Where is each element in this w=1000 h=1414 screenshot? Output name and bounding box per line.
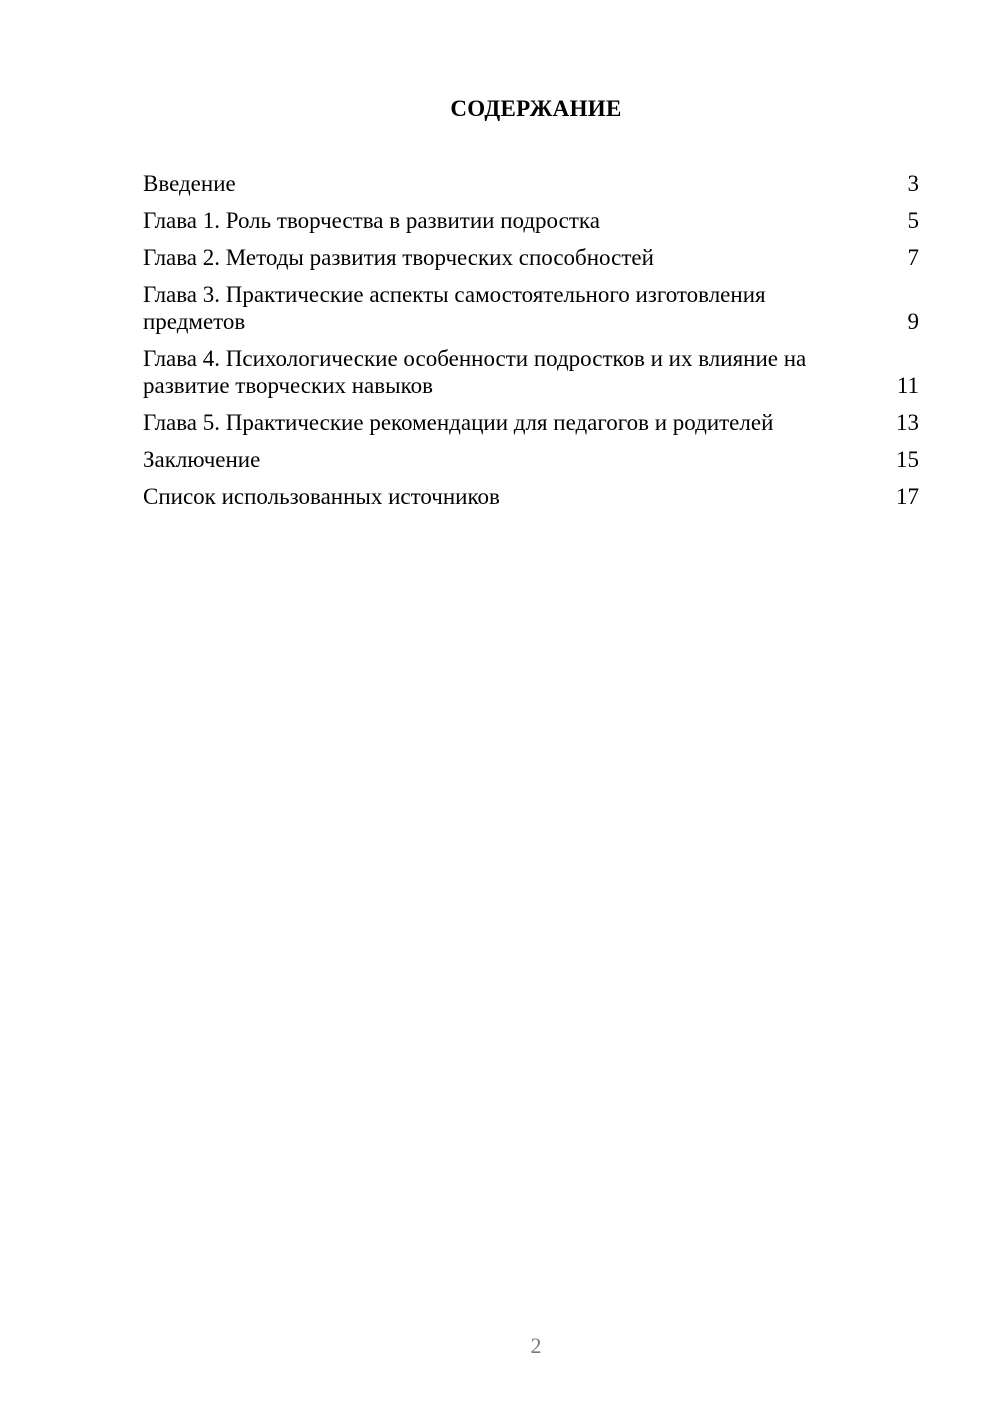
toc-entry: [143, 345, 919, 399]
table-of-contents: [143, 170, 919, 520]
toc-entry-page: 11: [896, 373, 919, 398]
toc-entry-page: 5: [907, 208, 919, 233]
toc-entry: [143, 207, 919, 234]
toc-entry-page: 13: [896, 410, 919, 435]
toc-entry-page: 15: [896, 447, 919, 472]
toc-entry-page: 9: [907, 309, 919, 334]
toc-entry-title: Глава 5. Практические рекомендации для педагогов и родителей: [143, 410, 774, 435]
toc-entry: [143, 281, 919, 335]
toc-entry-title: Список использованных источников: [143, 484, 500, 509]
toc-entry-title: Заключение: [143, 447, 261, 472]
toc-entry: [143, 244, 919, 271]
toc-title: СОДЕРЖАНИЕ: [450, 96, 622, 121]
toc-entry-page: 3: [907, 171, 919, 196]
toc-entry-title: Глава 1. Роль творчества в развитии подростка: [143, 208, 600, 233]
page-number: 2: [530, 1333, 542, 1358]
toc-entry-title: Глава 2. Методы развития творческих способностей: [143, 245, 654, 270]
toc-entry: [143, 170, 919, 197]
toc-entry-title: Глава 4. Психологические особенности подростков и их влияние на развитие творческих навыков: [143, 346, 807, 398]
toc-entry: [143, 483, 919, 510]
toc-entry: [143, 446, 919, 473]
toc-entry-page: 17: [896, 484, 919, 509]
toc-entry-page: 7: [907, 245, 919, 270]
toc-entry-title: Введение: [143, 171, 236, 196]
toc-entry-title: Глава 3. Практические аспекты самостоятельного изготовления предметов: [143, 282, 766, 334]
toc-entry: [143, 409, 919, 436]
